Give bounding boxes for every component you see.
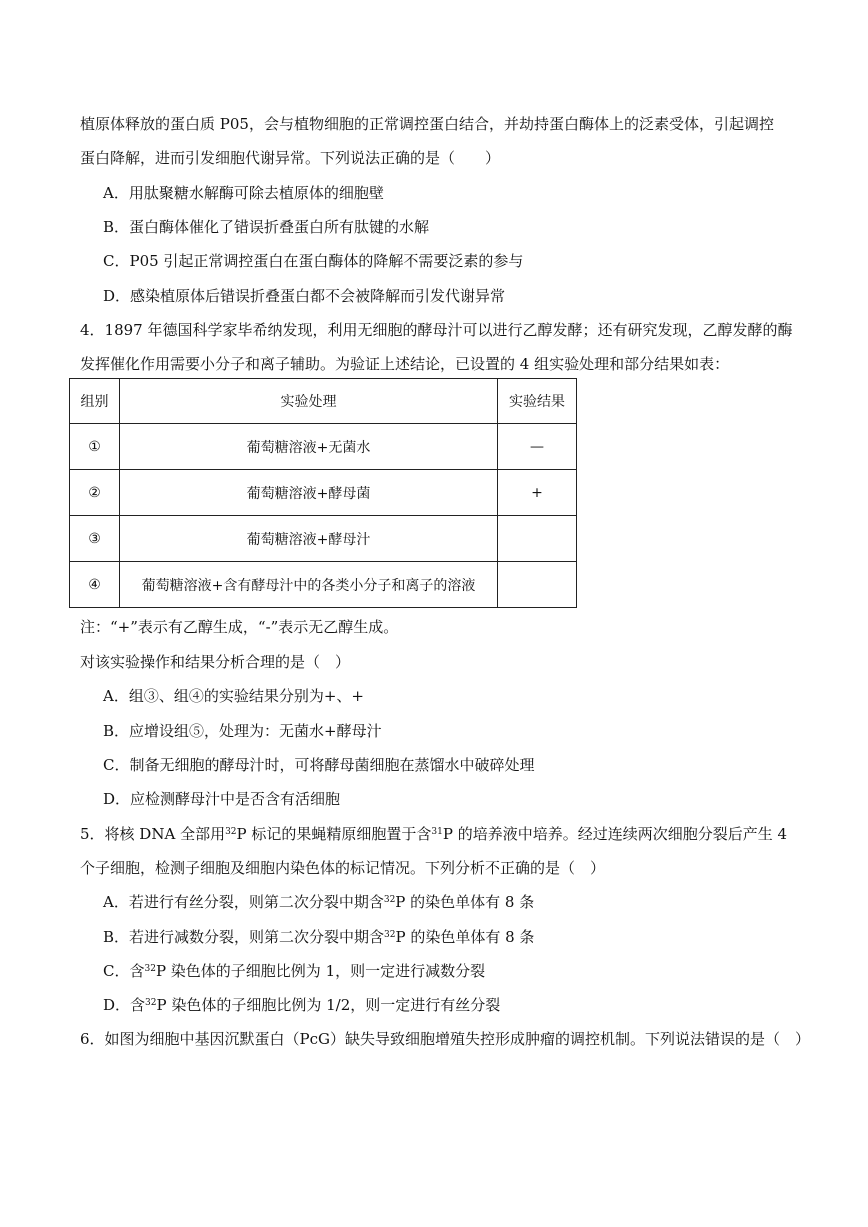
table-row [70, 470, 577, 516]
table-cell-result: — [498, 424, 577, 470]
q5-option-c [103, 961, 485, 981]
table-cell-treatment: 葡萄糖溶液+酵母汁 [120, 516, 498, 562]
q5-option-d [103, 995, 500, 1015]
q5-stem-text: P 的培养液中培养。经过连续两次细胞分裂后产生 4 [442, 825, 788, 843]
q4-stem-line2: 发挥催化作用需要小分子和离子辅助。为验证上述结论，已设置的 4 组实验处理和部分结果如表： [80, 355, 730, 373]
q5-option-b [103, 927, 534, 947]
q3-option-d: D．感染植原体后错误折叠蛋白都不会被降解而引发代谢异常 [103, 287, 506, 305]
isotope-superscript: 32 [383, 895, 396, 905]
option-text: B．若进行减数分裂，则第二次分裂中期含 [103, 928, 385, 946]
table-cell-result: + [498, 470, 577, 516]
option-text: P 的染色单体有 8 条 [395, 893, 535, 911]
option-text: C．含 [103, 962, 145, 980]
isotope-superscript: 32 [145, 998, 157, 1008]
q4-option-c: C．制备无细胞的酵母汁时，可将酵母菌细胞在蒸馏水中破碎处理 [103, 756, 535, 774]
table-header-row [70, 379, 577, 424]
table-cell-treatment: 葡萄糖溶液+无菌水 [120, 424, 498, 470]
q5-option-a [103, 892, 534, 912]
q5-stem-text: P 标记的果蝇精原细胞置于含 [236, 825, 432, 843]
table-cell-result [498, 516, 577, 562]
table-cell-treatment: 葡萄糖溶液+含有酵母汁中的各类小分子和离子的溶液 [120, 562, 498, 608]
table-row [70, 562, 577, 608]
q3-stem-line1: 植原体释放的蛋白质 P05，会与植物细胞的正常调控蛋白结合，并劫持蛋白酶体上的泛素受体，引起调控 [80, 115, 774, 133]
experiment-table [69, 378, 577, 608]
q6-stem: 6．如图为细胞中基因沉默蛋白（PcG）缺失导致细胞增殖失控形成肿瘤的调控机制。下列说法错误的是（ ） [80, 1030, 811, 1048]
table-cell-group: ③ [70, 516, 120, 562]
q5-stem-text: 5．将核 DNA 全部用 [80, 825, 226, 843]
isotope-superscript: 32 [384, 930, 396, 940]
q5-stem-line2: 个子细胞，检测子细胞及细胞内染色体的标记情况。下列分析不正确的是（ ） [80, 859, 606, 877]
q4-note: 注：“+”表示有乙醇生成，“-”表示无乙醇生成。 [80, 618, 399, 636]
isotope-superscript: 32 [144, 964, 156, 974]
isotope-superscript: 32 [225, 827, 237, 837]
option-text: P 的染色单体有 8 条 [395, 928, 535, 946]
table-cell-treatment: 葡萄糖溶液+酵母菌 [120, 470, 498, 516]
option-text: P 染色体的子细胞比例为 1，则一定进行减数分裂 [155, 962, 486, 980]
option-text: A．若进行有丝分裂，则第二次分裂中期含 [103, 893, 384, 911]
q4-option-d: D．应检测酵母汁中是否含有活细胞 [103, 790, 341, 808]
table-header-treatment: 实验处理 [120, 379, 498, 424]
option-text: P 染色体的子细胞比例为 1/2，则一定进行有丝分裂 [156, 996, 501, 1014]
q4-question: 对该实验操作和结果分析合理的是（ ） [80, 653, 351, 671]
table-cell-group: ① [70, 424, 120, 470]
table-row [70, 424, 577, 470]
q4-option-a: A．组③、组④的实验结果分别为+、+ [103, 687, 364, 705]
table-cell-group: ④ [70, 562, 120, 608]
q3-option-a: A．用肽聚糖水解酶可除去植原体的细胞壁 [103, 184, 384, 202]
table-cell-result [498, 562, 577, 608]
table-row [70, 516, 577, 562]
q4-option-b: B．应增设组⑤，处理为：无菌水+酵母汁 [103, 722, 382, 740]
q5-stem-line1 [80, 824, 787, 844]
q4-stem-line1: 4．1897 年德国科学家毕希纳发现，利用无细胞的酵母汁可以进行乙醇发酵；还有研究发现，乙醇发酵的酶 [80, 321, 793, 339]
option-text: D．含 [103, 996, 146, 1014]
q3-option-b: B．蛋白酶体催化了错误折叠蛋白所有肽键的水解 [103, 218, 430, 236]
q3-stem-line2: 蛋白降解，进而引发细胞代谢异常。下列说法正确的是（ ） [80, 149, 501, 167]
table-header-group: 组别 [70, 379, 120, 424]
q3-option-c: C．P05 引起正常调控蛋白在蛋白酶体的降解不需要泛素的参与 [103, 252, 524, 270]
isotope-superscript: 31 [431, 827, 443, 837]
table-cell-group: ② [70, 470, 120, 516]
table-header-result: 实验结果 [498, 379, 577, 424]
